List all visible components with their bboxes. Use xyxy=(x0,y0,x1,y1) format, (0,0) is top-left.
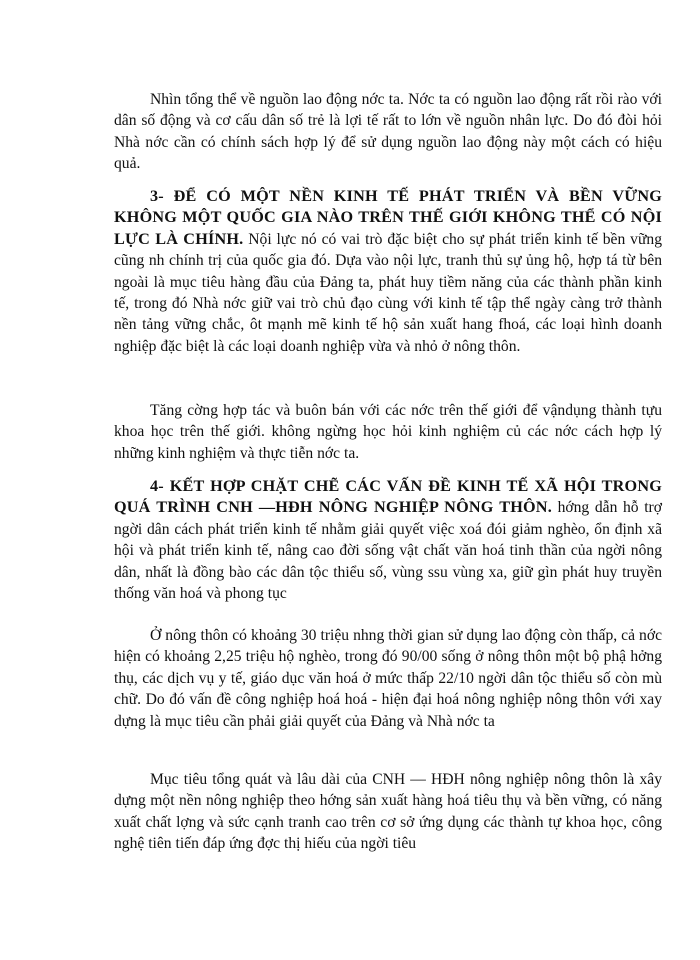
section-heading: 3- ĐỂ CÓ MỘT NỀN KINH TẾ PHÁT TRIỂN VÀ BỀN VỮNG KHÔNG MỘT QUỐC GIA NÀO TRÊN THẾ GIỚI KHÔNG THỂ CÓ NỘI LỰC LÀ CHÍNH. xyxy=(114,187,662,248)
paragraph-text: Nhìn tổng thể về nguồn lao động nớc ta. Nớc ta có nguồn lao động rất rồi rào với dân số động và cơ cấu dân số trẻ là lợi tế rất to lớn về nguồn nhân lực. Do đó đòi hỏi Nhà nớc cần có chính sách hợp lý để sử dụng nguồn lao động này một cách có hiệu quả. xyxy=(114,91,662,173)
body-paragraph xyxy=(114,625,662,732)
section-4-paragraph xyxy=(114,476,662,604)
paragraph-text: hớng dẫn hỗ trợ ngời dân cách phát triển kinh tế nhằm giải quyết việc xoá đói giảm nghèo, ổn định xã hội và phát triển kinh tế, nâng cao đời sống vật chất văn hoá tinh thần của ngời nông dân, nhất là đồng bào các dân tộc thiểu số, vùng ssu vùng xa, giữ gìn phát huy truyền thống văn hoá và phong tục xyxy=(114,499,662,603)
paragraph-text: Nội lực nó có vai trò đặc biệt cho sự phát triển kinh tế bền vững cũng nh chính trị của quốc gia đó. Dựa vào nội lực, tranh thủ sự ủng hộ, hợp tá từ bên ngoài là mục tiêu hàng đầu của Đảng ta, phát huy tiềm năng của các thành phần kinh tế, trong đó Nhà nớc giữ vai trò chủ đạo cùng với kinh tế tập thể ngày càng trở thành nền tảng vững chắc, ôt mạnh mẽ kinh tế hộ sản xuất hang fhoá, các loại hình doanh nghiệp đặc biệt là các loại doanh nghiệp vừa và nhỏ ở nông thôn. xyxy=(114,230,662,355)
paragraph-text: Ở nông thôn có khoảng 30 triệu nhng thời gian sử dụng lao động còn thấp, cả nớc hiện có khoảng 2,25 triệu hộ nghèo, trong đó 90/00 sống ở nông thôn một bộ phậ hởng thụ, các dịch vụ y tế, giáo dục văn hoá ở mức thấp 22/10 ngời dân tộc thiểu số còn mù chữ. Do đó vấn đề công nghiệp hoá hoá - hiện đại hoá nông nghiệp nông thôn với xay dựng là mục tiêu cần phải giải quyết của Đảng và Nhà nớc ta xyxy=(114,627,662,730)
body-paragraph xyxy=(114,400,662,464)
paragraph-text: Tăng cờng hợp tác và buôn bán với các nớc trên thế giới để vậndụng thành tựu khoa học trên thế giới. không ngừng học hỏi kinh nghiệm củ các nớc cách hợp lý những kinh nghiệm và thực tiễn nớc ta. xyxy=(114,402,662,462)
paragraph-text: Mục tiêu tổng quát và lâu dài của CNH — HĐH nông nghiệp nông thôn là xây dựng một nền nông nghiệp theo hớng sản xuất hàng hoá tiêu thụ và bền vững, có năng xuất chất lợng và sức cạnh tranh cao trên cơ sở ứng dụng các thành tự khoa học, công nghệ tiên tiến đáp ứng đợc thị hiếu của ngời tiêu xyxy=(114,771,662,853)
body-paragraph xyxy=(114,89,662,175)
body-paragraph xyxy=(114,769,662,855)
section-3-paragraph xyxy=(114,186,662,357)
section-heading: 4- KẾT HỢP CHẶT CHẼ CÁC VẤN ĐỀ KINH TẾ XÃ HỘI TRONG QUÁ TRÌNH CNH —HĐH NÔNG NGHIỆP NÔNG THÔN. xyxy=(114,477,662,517)
